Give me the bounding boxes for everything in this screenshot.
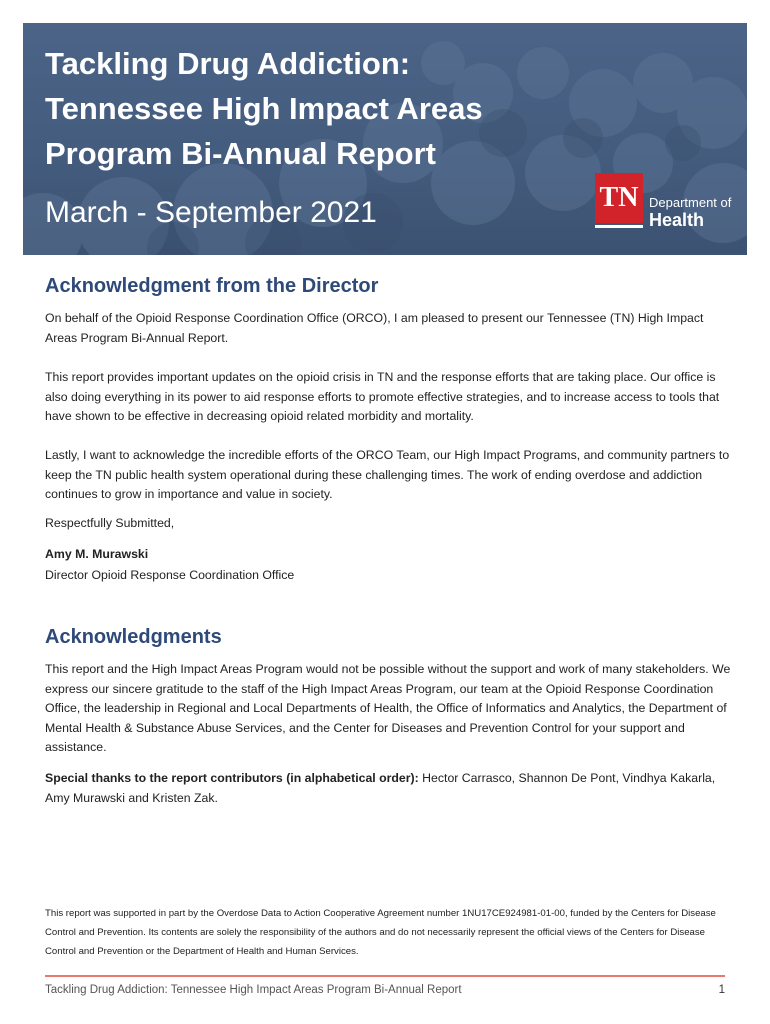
- director-paragraph-2: This report provides important updates on the opioid crisis in TN and the response efforts that are taking place. Our office is also doing everything in its power to aid response efforts to promote effective strategies, and to increase access to tools that have shown to be effective in decreasing opioid related morbidity and mortality.: [45, 370, 720, 423]
- funding-disclaimer: [45, 904, 735, 961]
- contributors-names: Hector Carrasco, Shannon De Pont, Vindhya Kakarla, Amy Murawski and Kristen Zak.: [45, 771, 716, 805]
- signature-name: Amy M. Murawski: [45, 547, 149, 561]
- contributors-label: Special thanks to the report contributors (in alphabetical order):: [45, 771, 419, 785]
- tn-logo-mark: TN: [595, 173, 643, 223]
- acknowledgments-paragraph: This report and the High Impact Areas Program would not be possible without the support and work of many stakeholders. We express our sincere gratitude to the staff of the High Impact Areas Program, our team at the Opioid Response Coordination Office, the leadership in Regional and Local Departments of Health, the Office of Informatics and Analytics, the Department of Mental Health & Substance Abuse Services, and the Center for Diseases and Prevention Control for your support and assistance.: [45, 662, 731, 754]
- logo-dept-label: Department of: [649, 195, 732, 210]
- report-title: [45, 41, 565, 176]
- logo-health-label: Health: [649, 210, 705, 230]
- director-paragraph-1: On behalf of the Opioid Response Coordination Office (ORCO), I am pleased to present our Tennessee (TN) High Impact Areas Program Bi-Annual Report.: [45, 311, 704, 345]
- signature-role: Director Opioid Response Coordination Office: [45, 568, 295, 582]
- tn-department-of-health-logo: [595, 173, 735, 231]
- footer-divider: [45, 975, 725, 977]
- closing-salutation: Respectfully Submitted,: [45, 516, 175, 530]
- acknowledgments-section-title: Acknowledgments: [45, 626, 222, 648]
- title-line-1: Tackling Drug Addiction:: [45, 46, 411, 81]
- logo-underline: [595, 225, 643, 228]
- cover-banner: [23, 23, 747, 255]
- director-paragraph-3: Lastly, I want to acknowledge the incredible efforts of the ORCO Team, our High Impact Programs, and community partners to keep the TN public health system operational during these challenging times. The work of ending overdose and addiction continues to grow in importance and value in society.: [45, 448, 730, 501]
- footer-report-title: Tackling Drug Addiction: Tennessee High Impact Areas Program Bi-Annual Report: [45, 984, 462, 996]
- funding-text: This report was supported in part by the Overdose Data to Action Cooperative Agreement number 1NU17CE924981-01-00, funded by the Centers for Disease Control and Prevention. Its contents are solely the responsibility of the authors and do not necessarily represent the official views of the Centers for Disease Control and Prevention or the Department of Health and Human Services.: [45, 908, 716, 957]
- title-line-3: Program Bi-Annual Report: [45, 136, 436, 171]
- title-line-2: Tennessee High Impact Areas: [45, 91, 483, 126]
- contributors-paragraph: [45, 769, 735, 808]
- page-number: 1: [718, 984, 725, 996]
- report-date-range: March - September 2021: [45, 196, 377, 229]
- director-section-title: Acknowledgment from the Director: [45, 275, 379, 297]
